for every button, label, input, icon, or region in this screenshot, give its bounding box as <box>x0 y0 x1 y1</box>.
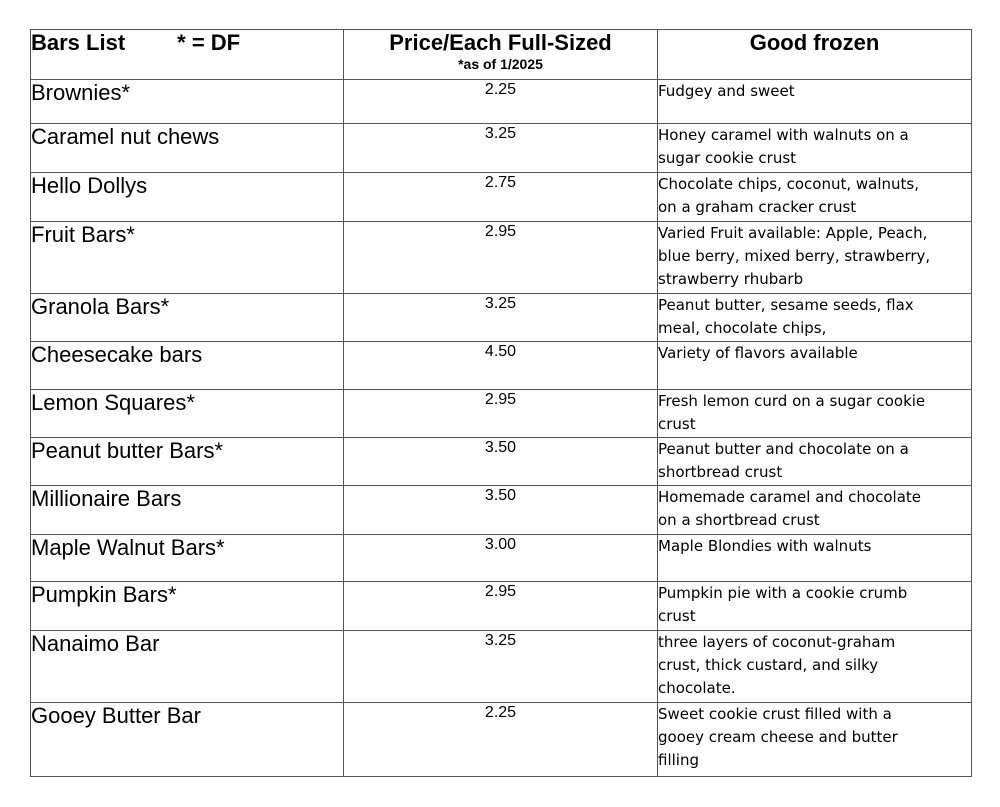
table-row <box>31 535 972 582</box>
bars-price-table <box>30 29 972 777</box>
bar-description: Sweet cookie crust filled with a gooey cream cheese and butter filling <box>658 703 972 777</box>
table-row <box>31 438 972 486</box>
bar-price: 3.50 <box>344 486 658 535</box>
bar-price: 3.25 <box>344 124 658 173</box>
bar-price: 3.50 <box>344 438 658 486</box>
bar-description: Varied Fruit available: Apple, Peach, blue berry, mixed berry, strawberry, strawberry rhubarb <box>658 222 972 294</box>
bar-price: 3.25 <box>344 294 658 342</box>
header-desc-title: Good frozen <box>749 30 880 55</box>
table-row <box>31 294 972 342</box>
bar-name: Nanaimo Bar <box>31 631 344 703</box>
bar-description: Homemade caramel and chocolate on a shortbread crust <box>658 486 972 535</box>
bar-description: Peanut butter and chocolate on a shortbread crust <box>658 438 972 486</box>
bar-description: Peanut butter, sesame seeds, flax meal, chocolate chips, <box>658 294 972 342</box>
bar-description: Maple Blondies with walnuts <box>658 535 972 582</box>
bar-price: 2.95 <box>344 390 658 438</box>
bar-name: Brownies* <box>31 80 344 124</box>
bar-name: Gooey Butter Bar <box>31 703 344 777</box>
table-row <box>31 582 972 631</box>
bar-name: Granola Bars* <box>31 294 344 342</box>
table-row <box>31 390 972 438</box>
bar-name: Caramel nut chews <box>31 124 344 173</box>
header-price-title: Price/Each Full-Sized <box>389 30 612 55</box>
bar-description: Variety of flavors available <box>658 342 972 390</box>
header-good-frozen <box>658 30 972 80</box>
bar-description: Pumpkin pie with a cookie crumb crust <box>658 582 972 631</box>
header-name-title: Bars List <box>31 30 126 55</box>
bar-price: 2.25 <box>344 703 658 777</box>
bar-description: Fudgey and sweet <box>658 80 972 124</box>
table-row <box>31 222 972 294</box>
table-row <box>31 173 972 222</box>
bar-price: 3.25 <box>344 631 658 703</box>
bar-description: three layers of coconut-graham crust, thick custard, and silky chocolate. <box>658 631 972 703</box>
bar-description: Chocolate chips, coconut, walnuts, on a graham cracker crust <box>658 173 972 222</box>
table-row <box>31 80 972 124</box>
bar-price: 3.00 <box>344 535 658 582</box>
bar-name: Peanut butter Bars* <box>31 438 344 486</box>
table-header-row <box>31 30 972 80</box>
bar-price: 2.95 <box>344 582 658 631</box>
bar-description: Fresh lemon curd on a sugar cookie crust <box>658 390 972 438</box>
table-row <box>31 124 972 173</box>
bar-name: Maple Walnut Bars* <box>31 535 344 582</box>
table-row <box>31 631 972 703</box>
bar-price: 4.50 <box>344 342 658 390</box>
table-row <box>31 703 972 777</box>
header-price-subtitle: *as of 1/2025 <box>458 56 543 72</box>
bar-name: Lemon Squares* <box>31 390 344 438</box>
bar-price: 2.25 <box>344 80 658 124</box>
bar-name: Hello Dollys <box>31 173 344 222</box>
header-bars-list <box>31 30 344 80</box>
table-row <box>31 486 972 535</box>
bar-name: Cheesecake bars <box>31 342 344 390</box>
header-df-note: * = DF <box>177 30 241 55</box>
bar-price: 2.95 <box>344 222 658 294</box>
header-price <box>344 30 658 80</box>
bar-price: 2.75 <box>344 173 658 222</box>
table-row <box>31 342 972 390</box>
bar-name: Millionaire Bars <box>31 486 344 535</box>
bar-description: Honey caramel with walnuts on a sugar cookie crust <box>658 124 972 173</box>
bar-name: Pumpkin Bars* <box>31 582 344 631</box>
bar-name: Fruit Bars* <box>31 222 344 294</box>
